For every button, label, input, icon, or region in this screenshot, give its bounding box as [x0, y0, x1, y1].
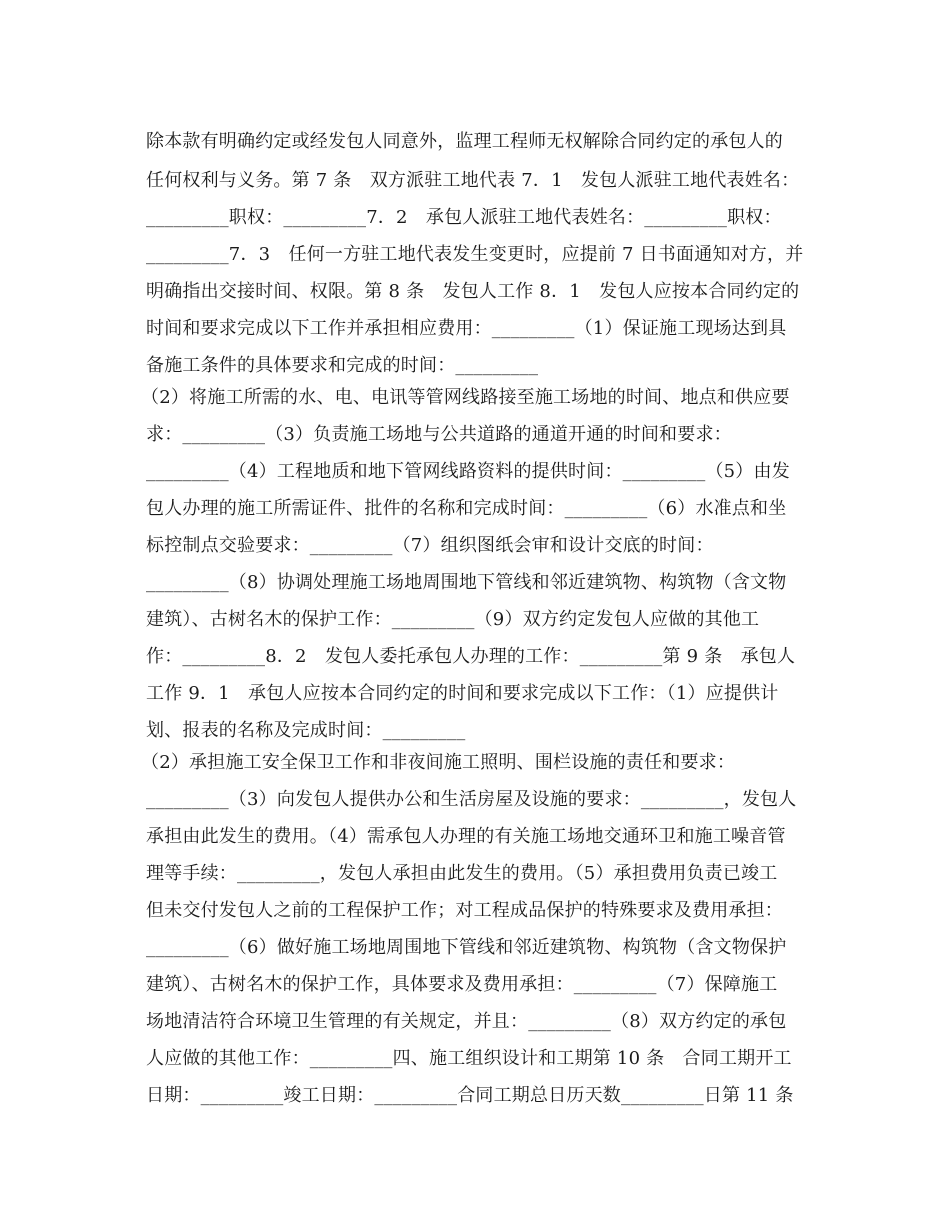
text-line: 承担由此发生的费用。（4）需承包人办理的有关施工场地交通环卫和施工噪音管	[146, 826, 786, 847]
text-line: 建筑）、古树名木的保护工作：_________（9）双方约定发包人应做的其他工	[146, 609, 760, 630]
text-line: _________（4）工程地质和地下管网线路资料的提供时间：_________（5）由发	[146, 461, 790, 482]
text-line: 人应做的其他工作：_________四、施工组织设计和工期第 10 条 合同工期开工	[146, 1048, 792, 1069]
text-line: 明确指出交接时间、权限。第 8 条 发包人工作 8．1 发包人应按本合同约定的	[146, 281, 800, 302]
text-line: 求：_________（3）负责施工场地与公共道路的通道开通的时间和要求：	[146, 424, 732, 445]
text-line: 任何权利与义务。第 7 条 双方派驻工地代表 7．1 发包人派驻工地代表姓名：	[146, 170, 800, 191]
text-line: _________（6）做好施工场地周围地下管线和邻近建筑物、构筑物（含文物保护	[146, 937, 787, 958]
text-line: 日期：_________竣工日期：_________合同工期总日历天数_________日第 11 条	[146, 1085, 794, 1106]
text-line: _________职权：_________7．2 承包人派驻工地代表姓名：_________职权：	[146, 207, 782, 228]
text-line: 理等手续：_________，发包人承担由此发生的费用。（5）承担费用负责已竣工	[146, 863, 778, 884]
text-line: _________（8）协调处理施工场地周围地下管线和邻近建筑物、构筑物（含文物	[146, 572, 787, 593]
text-line: 包人办理的施工所需证件、批件的名称和完成时间：_________（6）水准点和坐	[146, 498, 787, 519]
text-line: （2）将施工所需的水、电、电讯等管网线路接至施工场地的时间、地点和供应要	[141, 387, 790, 408]
text-line: 备施工条件的具体要求和完成的时间：_________	[146, 355, 539, 376]
text-line: （2）承担施工安全保卫工作和非夜间施工照明、围栏设施的责任和要求：	[141, 752, 736, 773]
text-line: 建筑）、古树名木的保护工作，具体要求及费用承担：_________（7）保障施工	[146, 974, 778, 995]
text-line: 标控制点交验要求：_________（7）组织图纸会审和设计交底的时间：	[146, 535, 714, 556]
text-line: _________7．3 任何一方驻工地代表发生变更时，应提前 7 日书面通知对方，并	[146, 244, 804, 265]
text-line: 场地清洁符合环境卫生管理的有关规定，并且：_________（8）双方约定的承包	[146, 1011, 787, 1032]
text-line: 划、报表的名称及完成时间：_________	[146, 720, 466, 741]
text-line: 工作 9．1 承包人应按本合同约定的时间和要求完成以下工作：（1）应提供计	[146, 683, 779, 704]
text-line: 作：_________8．2 发包人委托承包人办理的工作：_________第 9 条 承包人	[146, 646, 796, 667]
text-line: _________（3）向发包人提供办公和生活房屋及设施的要求：_________，发包人	[146, 789, 797, 810]
text-line: 时间和要求完成以下工作并承担相应费用：_________（1）保证施工现场达到具	[146, 318, 787, 339]
text-line: 除本款有明确约定或经发包人同意外，监理工程师无权解除合同约定的承包人的	[146, 131, 783, 152]
text-line: 但未交付发包人之前的工程保护工作；对工程成品保护的特殊要求及费用承担：	[146, 900, 783, 921]
